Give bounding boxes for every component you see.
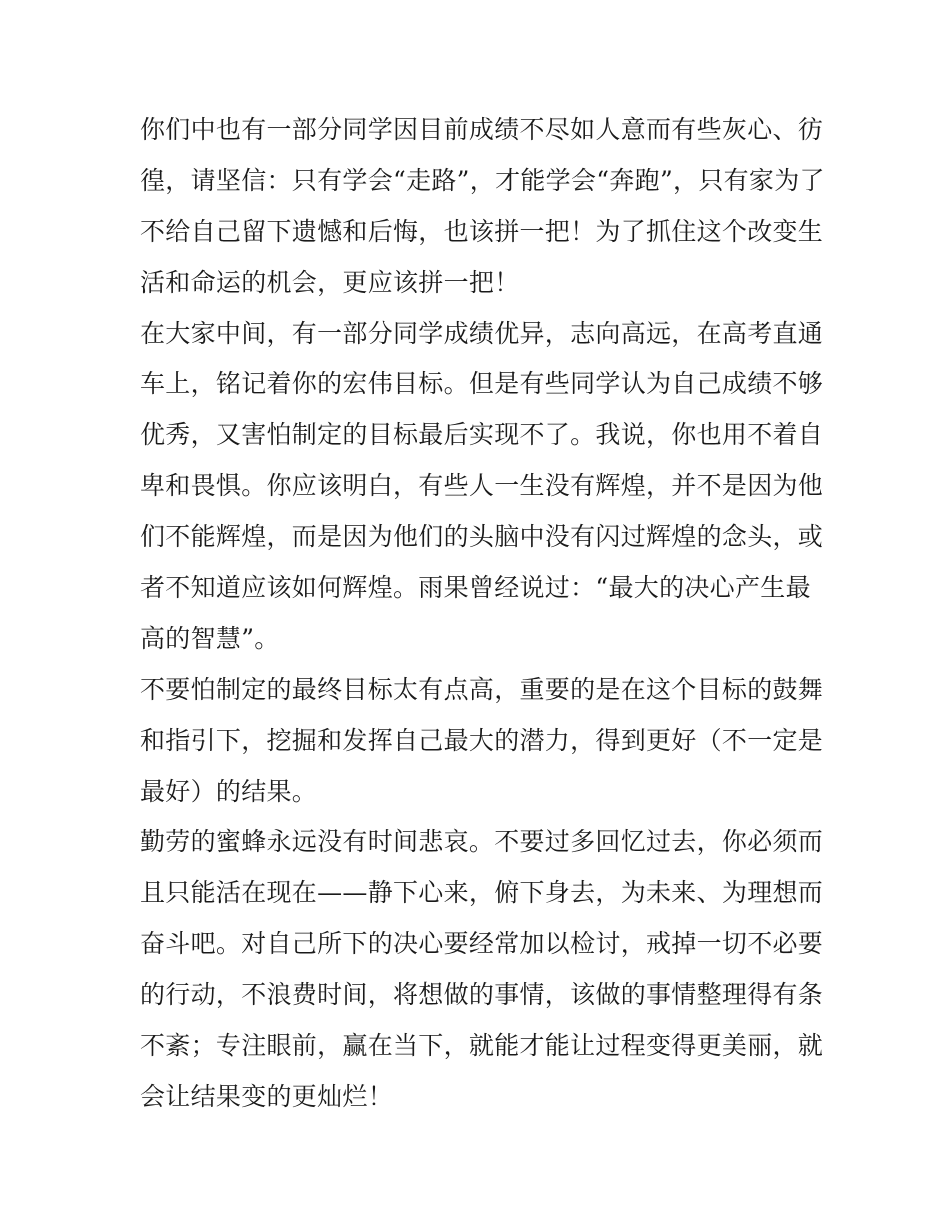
text-line: 的行动，不浪费时间，将想做的事情，该做的事情整理得有条 xyxy=(140,980,824,1010)
text-line: 不紊；专注眼前，赢在当下，就能才能让过程变得更美丽，就 xyxy=(140,1031,824,1061)
text-line: 不给自己留下遗憾和后悔，也该拼一把！为了抓住这个改变生 xyxy=(140,216,824,246)
text-line: 奋斗吧。对自己所下的决心要经常加以检讨，戒掉一切不必要 xyxy=(140,929,824,959)
text-line: 活和命运的机会，更应该拼一把！ xyxy=(140,267,520,297)
text-line: 高的智慧”。 xyxy=(140,623,280,653)
document-body xyxy=(140,105,825,1123)
text-line: 不要怕制定的最终目标太有点高，重要的是在这个目标的鼓舞 xyxy=(140,674,824,704)
text-line: 车上，铭记着你的宏伟目标。但是有些同学认为自己成绩不够 xyxy=(140,369,824,399)
text-line: 会让结果变的更灿烂！ xyxy=(140,1081,394,1111)
text-line: 卑和畏惧。你应该明白，有些人一生没有辉煌，并不是因为他 xyxy=(140,471,824,501)
paragraph-2 xyxy=(140,309,824,665)
text-line: 们不能辉煌，而是因为他们的头脑中没有闪过辉煌的念头，或 xyxy=(140,522,824,552)
text-line: 且只能活在现在——静下心来，俯下身去，为未来、为理想而 xyxy=(140,878,824,908)
paragraph-4 xyxy=(140,817,824,1122)
text-line: 徨，请坚信：只有学会“走路”，才能学会“奔跑”，只有家为了 xyxy=(140,165,825,195)
text-line: 勤劳的蜜蜂永远没有时间悲哀。不要过多回忆过去，你必须而 xyxy=(140,827,824,857)
text-line: 在大家中间，有一部分同学成绩优异，志向高远，在高考直通 xyxy=(140,318,824,348)
paragraph-3 xyxy=(140,665,824,818)
text-line: 者不知道应该如何辉煌。雨果曾经说过：“最大的决心产生最 xyxy=(140,573,811,603)
text-line: 最好）的结果。 xyxy=(140,776,318,806)
text-line: 你们中也有一部分同学因目前成绩不尽如人意而有些灰心、彷 xyxy=(140,115,824,144)
text-line: 优秀，又害怕制定的目标最后实现不了。我说，你也用不着自 xyxy=(140,420,824,450)
paragraph-1 xyxy=(140,105,825,309)
text-line: 和指引下，挖掘和发挥自己最大的潜力，得到更好（不一定是 xyxy=(140,725,824,755)
